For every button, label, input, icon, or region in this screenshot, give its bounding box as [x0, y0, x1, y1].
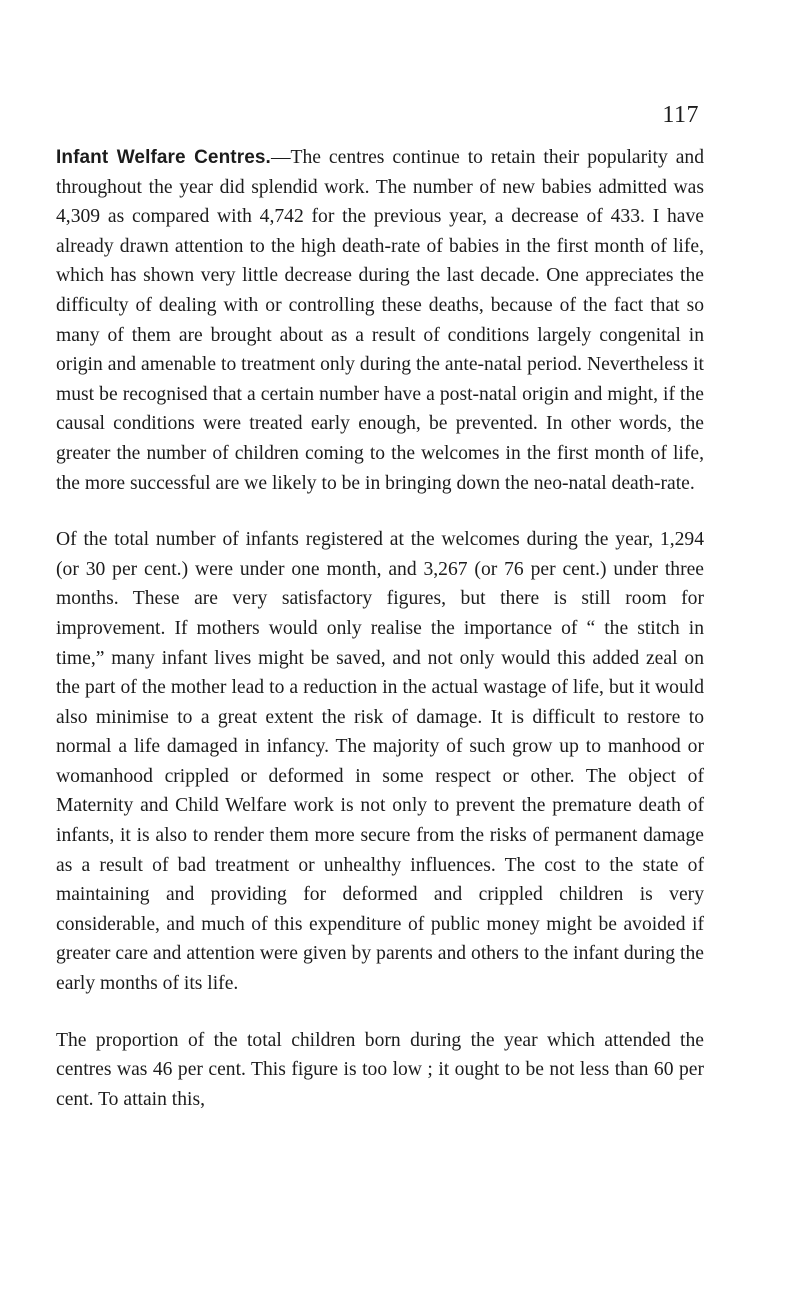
- paragraph-3: The proportion of the total children born during the year which attended the centres was 46 per cent. This figure is too low ; it ought to be not less than 60 per cent. To attain this,: [56, 1029, 704, 1110]
- section-heading: Infant Welfare Centres.: [56, 147, 271, 168]
- document-body: [56, 143, 704, 1114]
- paragraph-2: Of the total number of infants registered at the welcomes during the year, 1,294 (or 30 per cent.) were under one month, and 3,267 (or 76 per cent.) under three months. These are very satisfactory figures, but there is still room for improvement. If mothers would only realise the importance of “ the stitch in time,” many infant lives might be saved, and not only would this added zeal on the part of the mother lead to a reduction in the actual wastage of life, but it would also minimise to a great extent the risk of damage. It is difficult to restore to normal a life damaged in infancy. The majority of such grow up to manhood or womanhood crippled or deformed in some respect or other. The object of Maternity and Child Welfare work is not only to prevent the premature death of infants, it is also to render them more secure from the risks of permanent damage as a result of bad treatment or unhealthy influences. The cost to the state of maintaining and providing for deformed and crippled children is very considerable, and much of this expenditure of public money might be avoided if greater care and attention were given by parents and others to the infant during the early months of its life.: [56, 529, 704, 995]
- paragraph-1: [56, 143, 704, 498]
- page-number: 117: [662, 102, 699, 128]
- paragraph-1-text: —The centres continue to retain their popularity and throughout the year did splendid work. The number of new babies admitted was 4,309 as compared with 4,742 for the previous year, a decrease of 433. I have already drawn attention to the high death-rate of babies in the first month of life, which has shown very little decrease during the last decade. One appreciates the difficulty of dealing with or controlling these deaths, because of the fact that so many of them are brought about as a result of conditions largely congenital in origin and amenable to treatment only during the ante-natal period. Nevertheless it must be recognised that a certain number have a post-natal origin and might, if the causal conditions were treated early enough, be prevented. In other words, the greater the number of children coming to the welcomes in the first month of life, the more successful are we likely to be in bringing down the neo-natal death-rate.: [56, 147, 705, 494]
